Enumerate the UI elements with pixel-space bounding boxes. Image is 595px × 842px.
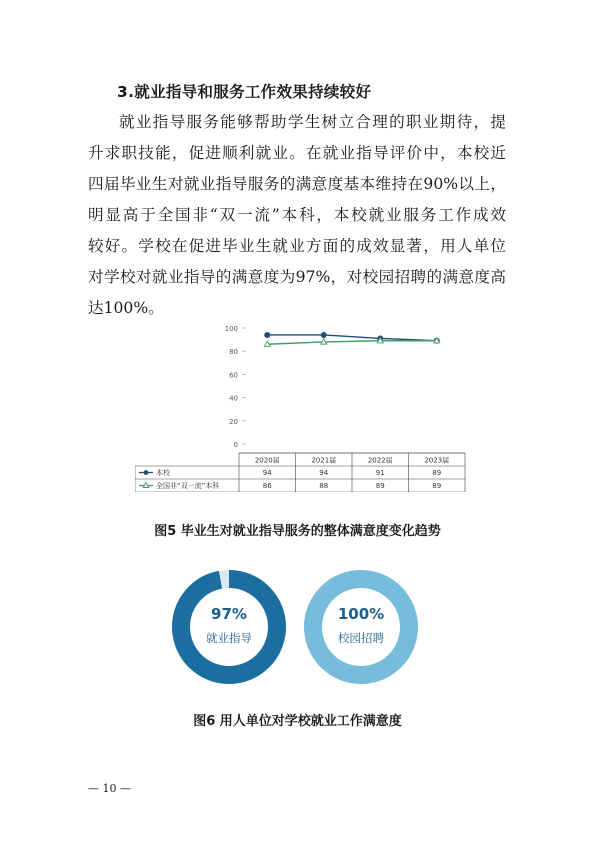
data-value-label: 86 [262, 482, 272, 491]
data-value-label: 94 [262, 469, 272, 478]
paragraph-line: 对学校对就业指导的满意度为97%，对校园招聘的满意度高 [88, 268, 506, 286]
y-tick-label: 80 [229, 348, 238, 357]
paragraph-line: 达100%。 [88, 299, 164, 317]
category-label: 2022届 [367, 456, 393, 465]
paragraph-line: 四届毕业生对就业指导服务的满意度基本维持在90%以上， [88, 175, 506, 193]
data-value-label: 91 [375, 469, 385, 478]
chart-svg [135, 322, 475, 492]
data-value-label: 94 [319, 469, 329, 478]
satisfaction-trend-chart [135, 322, 475, 492]
paragraph-line: 明显高于全国非“双一流”本科，本校就业服务工作成效 [88, 206, 506, 224]
paragraph-line: 就业指导服务能够帮助学生树立合理的职业期待，提 [119, 113, 506, 131]
page-number: — 10 — [88, 782, 131, 795]
y-tick-label: 60 [229, 371, 238, 380]
series-line [267, 335, 437, 341]
y-tick-label: 100 [224, 325, 238, 333]
data-value-label: 89 [432, 482, 442, 491]
donut-ring [302, 568, 420, 686]
donut-arc [181, 579, 277, 675]
legend-key-marker [144, 470, 149, 475]
donut-campus-recruitment [302, 568, 420, 686]
donut-percent: 100% [337, 605, 385, 623]
y-tick-label: 40 [229, 394, 238, 403]
body-paragraph [88, 107, 506, 324]
legend-label: 本校 [156, 469, 170, 478]
data-value-label: 89 [432, 469, 442, 478]
category-label: 2020届 [254, 456, 280, 465]
donut-arc [313, 579, 409, 675]
y-tick-label: 0 [233, 441, 238, 449]
donut-label: 校园招聘 [338, 631, 384, 645]
data-point [265, 332, 270, 337]
paragraph-line: 升求职技能，促进顺利就业。在就业指导评价中，本校近 [88, 144, 506, 162]
category-label: 2021届 [311, 456, 337, 465]
legend-label: 全国非“双一流”本科 [156, 482, 220, 491]
series-line [267, 341, 437, 344]
paragraph-line: 较好。学校在促进毕业生就业方面的成效显著，用人单位 [88, 237, 506, 255]
donut-percent: 97% [211, 605, 247, 623]
figure-5-caption: 图5 毕业生对就业指导服务的整体满意度变化趋势 [154, 524, 441, 539]
section-heading: 3.就业指导和服务工作效果持续较好 [117, 83, 372, 101]
data-point [321, 332, 326, 337]
donut-employment-guidance [170, 568, 288, 686]
category-label: 2023届 [424, 456, 450, 465]
donut-ring [170, 568, 288, 686]
data-value-label: 89 [375, 482, 385, 491]
data-value-label: 88 [319, 482, 329, 491]
figure-6-caption: 图6 用人单位对学校就业工作满意度 [193, 714, 402, 729]
y-tick-label: 20 [229, 417, 238, 426]
donut-label: 就业指导 [206, 631, 252, 645]
